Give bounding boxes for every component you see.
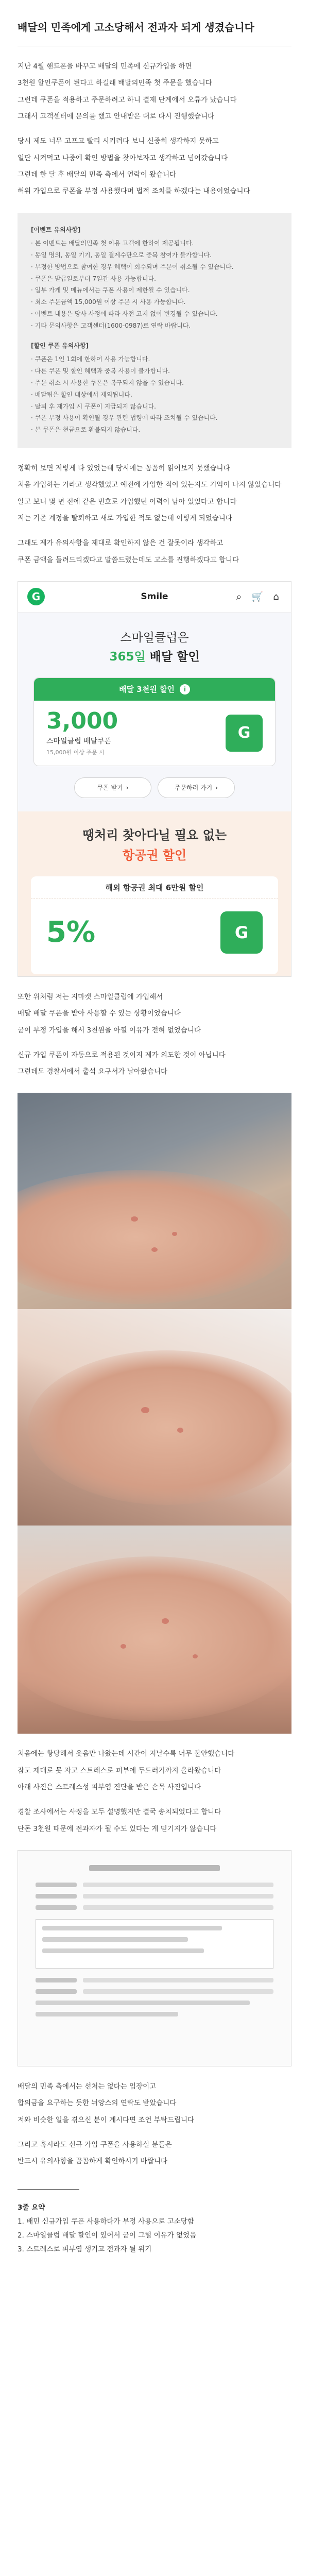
body-text-4 xyxy=(18,1747,291,1836)
search-icon[interactable]: ⌕ xyxy=(236,591,242,602)
flight-coupon-body xyxy=(31,899,278,966)
go-order-button[interactable]: 주문하러 가기 › xyxy=(158,777,235,798)
notice-line: · 쿠폰은 발급일로부터 7일간 사용 가능합니다. xyxy=(31,275,156,282)
text-line: 그런데 쿠폰을 적용하고 주문하려고 하니 결제 단계에서 오류가 났습니다 xyxy=(18,95,237,104)
notice-title: [할인 쿠폰 유의사항] xyxy=(31,342,89,349)
delivery-coupon-card[interactable] xyxy=(33,677,276,766)
notice-line: · 동일 명의, 동일 기기, 동일 결제수단으로 중복 참여가 불가합니다. xyxy=(31,251,212,259)
text-line: 허위 가입으로 쿠폰을 부정 사용했다며 법적 조치를 하겠다는 내용이었습니다 xyxy=(18,187,250,196)
wrist-rash-photo-1 xyxy=(18,1093,291,1309)
text-line: 그리고 혹시라도 신규 가입 쿠폰을 사용하실 분들은 xyxy=(18,2140,172,2149)
notice-line: · 주문 취소 시 사용한 쿠폰은 복구되지 않을 수 있습니다. xyxy=(31,379,184,387)
text-line: 배달의 민족 측에서는 선처는 없다는 입장이고 xyxy=(18,2082,157,2091)
text-line: 그래도 제가 유의사항을 제대로 확인하지 않은 건 잘못이라 생각하고 xyxy=(18,539,224,548)
arm-shape xyxy=(28,1350,291,1505)
coupon-tag xyxy=(34,678,275,701)
notice-title: [이벤트 유의사항] xyxy=(31,226,81,233)
doc-row xyxy=(36,1905,273,1910)
text-line: 경찰 조사에서는 사정을 모두 설명했지만 결국 송치되었다고 합니다 xyxy=(18,1808,221,1817)
text-line: 쿠폰 금액을 돌려드리겠다고 말씀드렸는데도 고소를 진행하겠다고 합니다 xyxy=(18,555,239,564)
text-line: 합의금을 요구하는 듯한 뉘앙스의 연락도 받았습니다 xyxy=(18,2099,177,2108)
chevron-right-icon: › xyxy=(126,784,129,791)
text-line: 굳이 부정 가입을 해서 3천원을 아낄 이유가 전혀 없었습니다 xyxy=(18,1026,201,1035)
coupon-tag-label: 배달 3천원 할인 xyxy=(119,685,175,694)
text-line: 그런데도 경찰서에서 출석 요구서가 날아왔습니다 xyxy=(18,1067,168,1076)
doc-row xyxy=(36,1894,273,1899)
body-text-3 xyxy=(18,990,291,1079)
arm-shape xyxy=(18,1556,291,1721)
text-line: 신규 가입 쿠폰이 자동으로 적용된 것이지 제가 의도한 것이 아닙니다 xyxy=(18,1050,226,1059)
body-text-5 xyxy=(18,2080,291,2168)
post-title: 배달의 민족에게 고소당해서 전과자 되게 생겼습니다 xyxy=(18,21,254,33)
notice-line: · 쿠폰은 1인 1회에 한하여 사용 가능합니다. xyxy=(31,355,150,363)
text-line: 그런데 한 달 후 배달의 민족 측에서 연락이 왔습니다 xyxy=(18,170,177,179)
promo-highlight: 365일 xyxy=(109,650,146,664)
smile-club-promo xyxy=(18,613,291,811)
notice-line: · 쿠폰 부정 사용이 확인될 경우 관련 법령에 따라 조치될 수 있습니다. xyxy=(31,414,218,422)
text-line: 처음 가입하는 거라고 생각했었고 예전에 가입한 적이 있는지도 기억이 나지 않았습니다 xyxy=(18,481,282,489)
text-line: 일단 시켜먹고 나중에 확인 방법을 찾아보자고 생각하고 넘어갔습니다 xyxy=(18,154,228,162)
cart-icon[interactable]: 🛒 xyxy=(251,591,264,602)
smile-club-badge-icon: G xyxy=(220,911,263,954)
home-icon[interactable]: ⌂ xyxy=(273,591,279,602)
notice-line: · 최소 주문금액 15,000원 이상 주문 시 사용 가능합니다. xyxy=(31,298,186,306)
notice-line: · 본 이벤트는 배달의민족 첫 이용 고객에 한하여 제공됩니다. xyxy=(31,240,194,247)
flight-coupon-title: 해외 항공권 최대 6만원 할인 xyxy=(31,876,278,899)
notice-line: · 본 쿠폰은 현금으로 환불되지 않습니다. xyxy=(31,426,141,434)
notice-line: · 이벤트 내용은 당사 사정에 따라 사전 고지 없이 변경될 수 있습니다. xyxy=(31,310,218,318)
intro-text xyxy=(18,60,291,198)
wrist-rash-photo-2 xyxy=(18,1309,291,1526)
text-line: 처음에는 황당해서 웃음만 나왔는데 시간이 지날수록 너무 불안했습니다 xyxy=(18,1750,235,1758)
get-coupon-button[interactable]: 쿠폰 받기 › xyxy=(74,777,151,798)
flight-discount-banner[interactable] xyxy=(18,811,291,976)
summary-line: 2. 스마일클럽 배달 할인이 있어서 굳이 그럴 이유가 없었음 xyxy=(18,2231,197,2240)
doc-row xyxy=(36,1883,273,1887)
summary-line: 3. 스트레스로 피부염 생기고 전과자 될 위기 xyxy=(18,2245,152,2253)
doc-row xyxy=(36,1989,273,1994)
medical-certificate-image xyxy=(18,1850,291,2066)
text-line: 그래서 고객센터에 문의를 했고 안내받은 대로 다시 진행했습니다 xyxy=(18,112,215,121)
text-line: 정확히 보면 저렇게 다 있었는데 당시에는 꼼꼼히 읽어보지 못했습니다 xyxy=(18,464,230,473)
chevron-right-icon: › xyxy=(215,784,218,791)
notice-line: · 다른 쿠폰 및 할인 혜택과 중복 사용이 불가합니다. xyxy=(31,367,170,375)
text-line: 3천원 할인쿠폰이 된다고 하길래 배달의민족 첫 주문을 했습니다 xyxy=(18,79,212,88)
text-line: 아래 사진은 스트레스성 피부염 진단을 받은 손목 사진입니다 xyxy=(18,1783,201,1792)
text-line: 반드시 유의사항을 꼼꼼하게 확인하시기 바랍니다 xyxy=(18,2157,168,2166)
gmarket-logo[interactable]: G xyxy=(27,588,45,605)
info-icon: i xyxy=(180,684,190,694)
text-line: 당시 제도 너무 고프고 빨리 시키려다 보니 신중히 생각하지 못하고 xyxy=(18,137,219,146)
text-line: 또한 위처럼 저는 지마켓 스마일클럽에 가입해서 xyxy=(18,992,163,1001)
app-title: Smile xyxy=(141,591,168,602)
notice-line: · 기타 문의사항은 고객센터(1600-0987)로 연락 바랍니다. xyxy=(31,321,191,329)
app-header xyxy=(18,582,291,613)
header-icons xyxy=(233,591,282,602)
promo-subheadline xyxy=(33,647,276,664)
text-line: 저는 기존 계정을 탈퇴하고 새로 가입한 적도 없는데 이렇게 되었습니다 xyxy=(18,514,232,522)
discount-percent: 5% xyxy=(46,915,96,949)
notice-line: · 배달팁은 할인 대상에서 제외됩니다. xyxy=(31,391,132,398)
coupon-body xyxy=(34,701,275,766)
coupon-condition: 15,000원 이상 주문 시 xyxy=(46,749,105,756)
doc-diagnosis-box xyxy=(36,1919,273,1969)
doc-heading xyxy=(89,1865,220,1871)
promo-buttons xyxy=(33,777,276,798)
arm-shape xyxy=(18,1170,291,1304)
summary-title: 3줄 요약 xyxy=(18,2203,45,2212)
event-notice-box xyxy=(18,213,291,449)
flight-coupon-card[interactable] xyxy=(31,876,278,974)
summary-section xyxy=(18,2201,291,2257)
smile-club-badge-icon: G xyxy=(226,715,263,752)
text-line: 알고 보니 몇 년 전에 같은 번호로 가입했던 이력이 남아 있었다고 합니다 xyxy=(18,497,237,506)
coupon-amount: 3,000 xyxy=(46,707,118,734)
notice-line: · 부정한 방법으로 참여한 경우 혜택이 회수되며 주문이 취소될 수 있습니다. xyxy=(31,263,234,270)
notice-line: · 탈퇴 후 재가입 시 쿠폰이 지급되지 않습니다. xyxy=(31,402,156,410)
notice-line: · 일부 가게 및 메뉴에서는 쿠폰 사용이 제한될 수 있습니다. xyxy=(31,286,190,294)
banner-headline: 땡처리 찾아다닐 필요 없는 xyxy=(82,827,227,842)
summary-divider xyxy=(18,2189,79,2190)
promo-headline: 스마일클럽은 xyxy=(120,631,189,645)
wrist-rash-photo-3 xyxy=(18,1526,291,1734)
summary-line: 1. 배민 신규가입 쿠폰 사용하다가 부정 사용으로 고소당함 xyxy=(18,2217,194,2226)
text-line: 저와 비슷한 일을 겪으신 분이 계시다면 조언 부탁드립니다 xyxy=(18,2115,195,2124)
banner-subheadline: 항공권 할인 xyxy=(122,848,187,862)
text-line: 매달 배달 쿠폰을 받아 사용할 수 있는 상황이었습니다 xyxy=(18,1009,181,1018)
smile-app-screenshot xyxy=(18,581,291,977)
doc-row xyxy=(36,1978,273,1982)
coupon-name: 스마일클럽 배달쿠폰 xyxy=(46,737,112,745)
text-line: 잠도 제대로 못 자고 스트레스로 피부에 두드러기까지 올라왔습니다 xyxy=(18,1766,221,1775)
promo-rest: 배달 할인 xyxy=(145,650,200,664)
text-line: 단돈 3천원 때문에 전과자가 될 수도 있다는 게 믿기지가 않습니다 xyxy=(18,1824,217,1833)
body-text-2 xyxy=(18,462,291,567)
text-line: 지난 4월 핸드폰을 바꾸고 배달의 민족에 신규가입을 하면 xyxy=(18,62,192,71)
